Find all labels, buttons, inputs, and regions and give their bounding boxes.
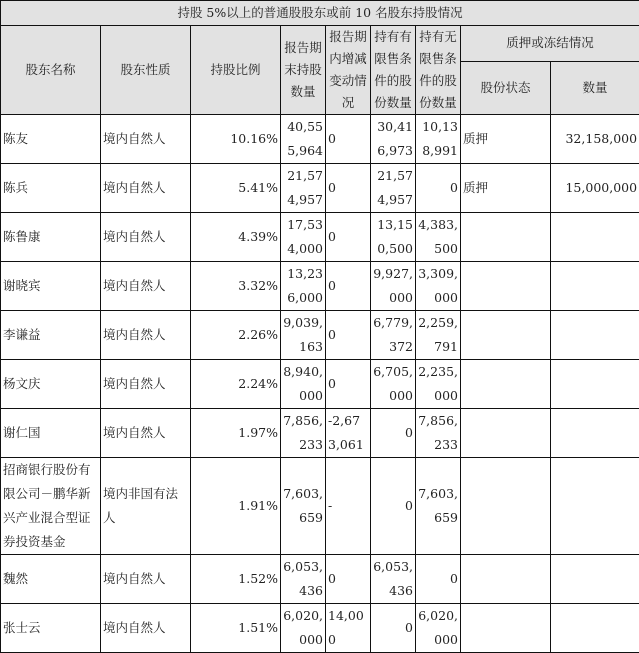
- cell-qty: [551, 604, 639, 653]
- cell-ratio: 1.91%: [191, 458, 281, 555]
- cell-name: 招商银行股份有限公司－鹏华新兴产业混合型证券投资基金: [1, 458, 101, 555]
- cell-end: 7,603,659: [281, 458, 326, 555]
- cell-unrestricted: 7,856,233: [416, 409, 461, 458]
- cell-ratio: 4.39%: [191, 213, 281, 262]
- cell-change: -: [326, 458, 371, 555]
- cell-end: 8,940,000: [281, 360, 326, 409]
- cell-unrestricted: 0: [416, 555, 461, 604]
- cell-status: 质押: [461, 164, 551, 213]
- cell-unrestricted: 4,383,500: [416, 213, 461, 262]
- cell-restricted: 13,150,500: [371, 213, 416, 262]
- cell-change: 0: [326, 311, 371, 360]
- cell-qty: [551, 262, 639, 311]
- cell-status: [461, 604, 551, 653]
- cell-nature: 境内自然人: [101, 262, 191, 311]
- cell-qty: [551, 458, 639, 555]
- cell-qty: [551, 360, 639, 409]
- cell-name: 李谦益: [1, 311, 101, 360]
- header-unrestricted: 持有无限售条件的股份数量: [416, 26, 461, 115]
- cell-qty: 32,158,000: [551, 115, 639, 164]
- table-title: 持股 5%以上的普通股股东或前 10 名股东持股情况: [1, 1, 639, 26]
- table-row: [1, 409, 639, 458]
- cell-name: 谢晓宾: [1, 262, 101, 311]
- cell-ratio: 10.16%: [191, 115, 281, 164]
- table-row: [1, 458, 639, 555]
- cell-qty: [551, 311, 639, 360]
- header-name: 股东名称: [1, 26, 101, 115]
- cell-restricted: 6,053,436: [371, 555, 416, 604]
- cell-change: 0: [326, 213, 371, 262]
- cell-ratio: 1.52%: [191, 555, 281, 604]
- cell-nature: 境内自然人: [101, 164, 191, 213]
- table-row: [1, 262, 639, 311]
- table-row: [1, 164, 639, 213]
- cell-restricted: 0: [371, 458, 416, 555]
- cell-change: 0: [326, 262, 371, 311]
- cell-change: 0: [326, 115, 371, 164]
- header-restricted: 持有有限售条件的股份数量: [371, 26, 416, 115]
- cell-name: 陈鲁康: [1, 213, 101, 262]
- cell-ratio: 1.51%: [191, 604, 281, 653]
- cell-unrestricted: 6,020,000: [416, 604, 461, 653]
- cell-unrestricted: 10,138,991: [416, 115, 461, 164]
- cell-change: 0: [326, 360, 371, 409]
- cell-qty: [551, 409, 639, 458]
- cell-restricted: 6,705,000: [371, 360, 416, 409]
- cell-nature: 境内自然人: [101, 115, 191, 164]
- cell-unrestricted: 3,309,000: [416, 262, 461, 311]
- cell-status: [461, 458, 551, 555]
- cell-qty: 15,000,000: [551, 164, 639, 213]
- cell-restricted: 0: [371, 604, 416, 653]
- cell-unrestricted: 0: [416, 164, 461, 213]
- table-row: [1, 213, 639, 262]
- cell-nature: 境内非国有法人: [101, 458, 191, 555]
- cell-ratio: 1.97%: [191, 409, 281, 458]
- cell-ratio: 3.32%: [191, 262, 281, 311]
- cell-nature: 境内自然人: [101, 311, 191, 360]
- table-row: [1, 115, 639, 164]
- cell-status: [461, 409, 551, 458]
- cell-nature: 境内自然人: [101, 213, 191, 262]
- cell-status: [461, 360, 551, 409]
- cell-qty: [551, 555, 639, 604]
- cell-restricted: 9,927,000: [371, 262, 416, 311]
- header-ratio: 持股比例: [191, 26, 281, 115]
- cell-change: 0: [326, 164, 371, 213]
- cell-name: 谢仁国: [1, 409, 101, 458]
- cell-change: 14,000: [326, 604, 371, 653]
- cell-status: 质押: [461, 115, 551, 164]
- cell-restricted: 0: [371, 409, 416, 458]
- cell-nature: 境内自然人: [101, 604, 191, 653]
- cell-end: 6,053,436: [281, 555, 326, 604]
- cell-end: 21,574,957: [281, 164, 326, 213]
- header-qty: 数量: [551, 61, 639, 114]
- cell-end: 9,039,163: [281, 311, 326, 360]
- cell-name: 陈友: [1, 115, 101, 164]
- cell-end: 17,534,000: [281, 213, 326, 262]
- cell-restricted: 21,574,957: [371, 164, 416, 213]
- header-change: 报告期内增减变动情况: [326, 26, 371, 115]
- cell-unrestricted: 2,259,791: [416, 311, 461, 360]
- header-end: 报告期末持股数量: [281, 26, 326, 115]
- cell-restricted: 30,416,973: [371, 115, 416, 164]
- cell-status: [461, 213, 551, 262]
- header-status: 股份状态: [461, 61, 551, 114]
- cell-unrestricted: 7,603,659: [416, 458, 461, 555]
- cell-ratio: 2.24%: [191, 360, 281, 409]
- cell-nature: 境内自然人: [101, 409, 191, 458]
- table-row: [1, 360, 639, 409]
- cell-ratio: 5.41%: [191, 164, 281, 213]
- cell-restricted: 6,779,372: [371, 311, 416, 360]
- cell-end: 7,856,233: [281, 409, 326, 458]
- table-row: [1, 311, 639, 360]
- cell-status: [461, 262, 551, 311]
- cell-nature: 境内自然人: [101, 555, 191, 604]
- cell-name: 张士云: [1, 604, 101, 653]
- header-nature: 股东性质: [101, 26, 191, 115]
- cell-nature: 境内自然人: [101, 360, 191, 409]
- cell-ratio: 2.26%: [191, 311, 281, 360]
- cell-end: 6,020,000: [281, 604, 326, 653]
- cell-qty: [551, 213, 639, 262]
- cell-name: 魏然: [1, 555, 101, 604]
- table-row: [1, 555, 639, 604]
- cell-name: 杨文庆: [1, 360, 101, 409]
- header-pledge: 质押或冻结情况: [461, 26, 639, 62]
- cell-unrestricted: 2,235,000: [416, 360, 461, 409]
- cell-status: [461, 311, 551, 360]
- cell-name: 陈兵: [1, 164, 101, 213]
- cell-end: 40,555,964: [281, 115, 326, 164]
- cell-change: 0: [326, 555, 371, 604]
- cell-status: [461, 555, 551, 604]
- cell-end: 13,236,000: [281, 262, 326, 311]
- cell-change: -2,673,061: [326, 409, 371, 458]
- table-row: [1, 604, 639, 653]
